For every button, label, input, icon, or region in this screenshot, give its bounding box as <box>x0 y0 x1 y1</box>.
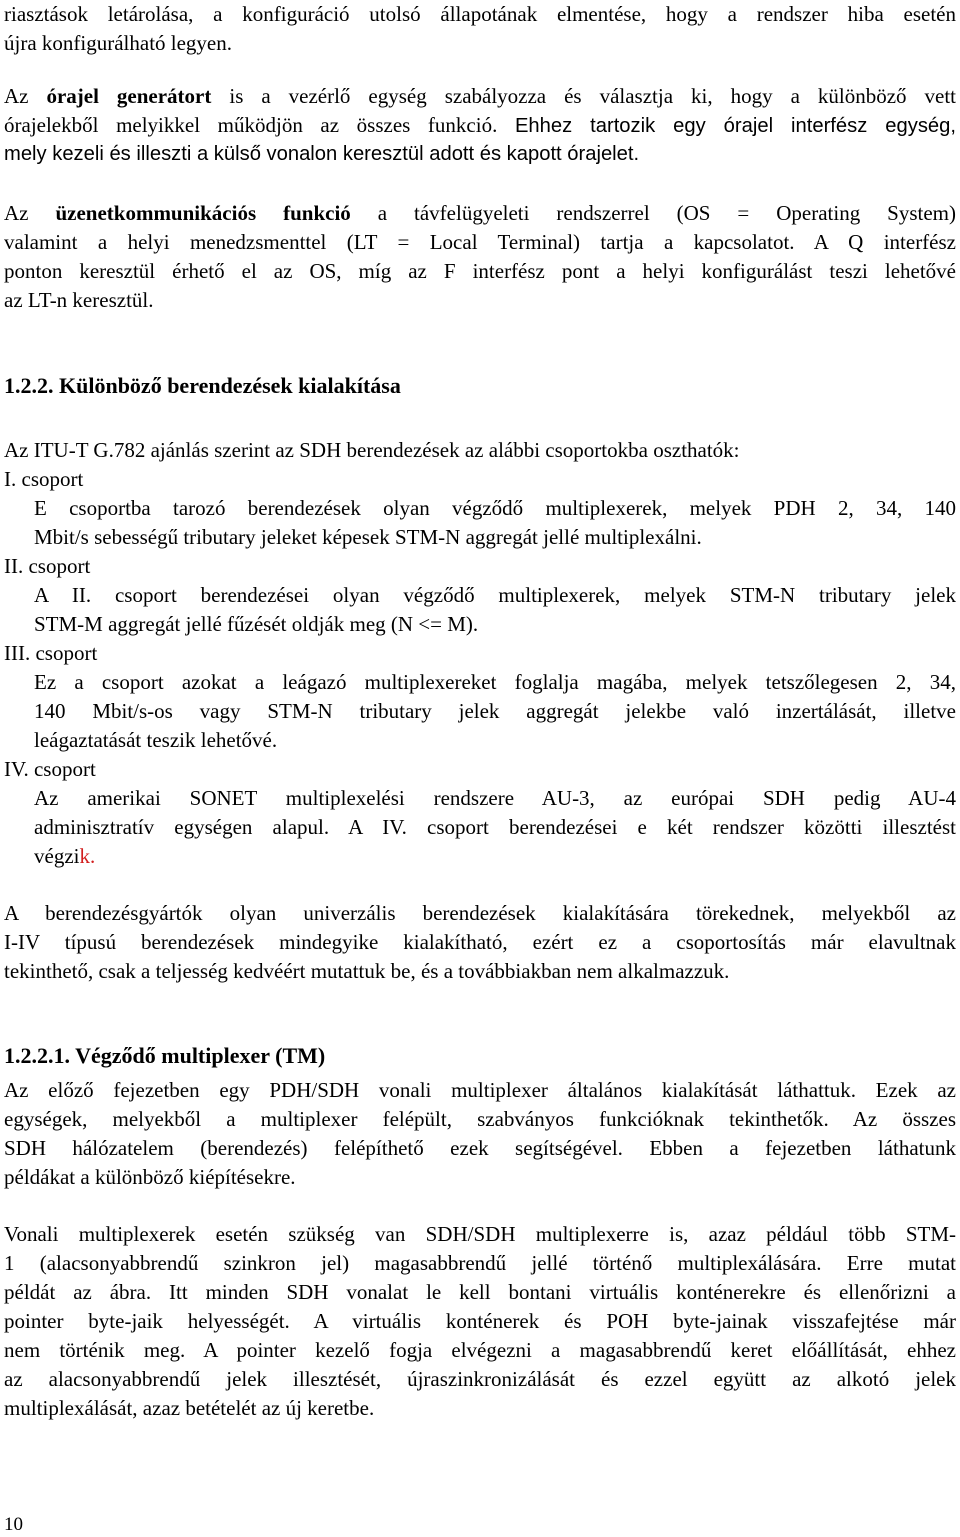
paragraph-line: az LT-n keresztül. <box>4 288 154 312</box>
bold-term: órajel generátort <box>46 84 212 108</box>
paragraph-line: valamint a helyi menedzsmenttel (LT = Local Terminal) tartja a kapcsolatot. A Q interfész <box>4 230 956 254</box>
paragraph-line: nem történik meg. A pointer kezelő fogja elvégezni a magasabbrendű keret előállítását, ehhez <box>4 1338 956 1362</box>
bold-term: üzenetkommunikációs funkció <box>55 201 351 225</box>
paragraph-line: mely kezeli és illeszti a külső vonalon keresztül adott és kapott órajelet. <box>4 143 640 165</box>
text-run: órajelekből melyikkel működjön az összes funkció. <box>4 113 515 137</box>
group-line: Az amerikai SONET multiplexelési rendszere AU-3, az európai SDH pedig AU-4 <box>34 786 956 810</box>
page-number: 10 <box>4 1514 23 1535</box>
paragraph-line: újra konfigurálható legyen. <box>4 31 233 55</box>
paragraph-line <box>4 82 956 111</box>
paragraph-line: multiplexálását, azaz betételét az új keretbe. <box>4 1396 375 1420</box>
group-line: E csoportba tarozó berendezések olyan végződő multiplexerek, melyek PDH 2, 34, 140 <box>34 496 956 520</box>
text-run: Az <box>4 201 56 225</box>
text-run: Ehhez tartozik egy órajel interfész egység, <box>514 115 956 137</box>
group-title: IV. csoport <box>4 757 96 781</box>
paragraph-line: 1 (alacsonyabbrendű szinkron jel) magasabbrendű jellé történő multiplexálására. Erre mutat <box>4 1251 956 1275</box>
paragraph-line <box>4 199 956 228</box>
group-title: II. csoport <box>4 554 91 578</box>
red-text-run: k. <box>79 844 96 868</box>
paragraph-line: az alacsonyabbrendű jelek illesztését, újraszinkronizálását és ezzel együtt az alkotó jelek <box>4 1367 956 1391</box>
group-line: A II. csoport berendezései olyan végződő multiplexerek, melyek STM-N tributary jelek <box>34 583 956 607</box>
paragraph-line: Az előző fejezetben egy PDH/SDH vonali multiplexer általános kialakítását láthattuk. Ezek az <box>4 1078 956 1102</box>
group-title: III. csoport <box>4 641 98 665</box>
group-line <box>34 842 956 871</box>
text-run: Az <box>4 84 47 108</box>
text-run: végzi <box>34 844 80 868</box>
group-line: STM-M aggregát jellé fűzését oldják meg (N <= M). <box>34 612 479 636</box>
group-line: Mbit/s sebességű tributary jeleket képesek STM-N aggregát jellé multiplexálni. <box>34 525 702 549</box>
paragraph-line: pointer byte-jaik helyességét. A virtuális konténerek és POH byte-jainak visszafejtése már <box>4 1309 956 1333</box>
paragraph-line: Az ITU-T G.782 ajánlás szerint az SDH berendezések az alábbi csoportokba oszthatók: <box>4 438 740 462</box>
group-line: 140 Mbit/s-os vagy STM-N tributary jelek aggregát jelekbe való inzertálását, illetve <box>34 699 956 723</box>
subsection-heading: 1.2.2.1. Végződő multiplexer (TM) <box>4 1043 326 1068</box>
paragraph-line <box>4 111 956 140</box>
group-title: I. csoport <box>4 467 84 491</box>
paragraph-line: A berendezésgyártók olyan univerzális berendezések kialakítására törekednek, melyekből az <box>4 901 956 925</box>
paragraph-line: Vonali multiplexerek esetén szükség van SDH/SDH multiplexerre is, azaz például több STM- <box>4 1222 956 1246</box>
paragraph-line: egységek, melyekből a multiplexer felépült, szabványos funkcióknak tekinthetők. Az összes <box>4 1107 956 1131</box>
group-line: adminisztratív egységen alapul. A IV. csoport berendezései e két rendszer közötti illesztést <box>34 815 956 839</box>
section-heading: 1.2.2. Különböző berendezések kialakítása <box>4 373 401 398</box>
paragraph-line: példát az ábra. Itt minden SDH vonalat le kell bontani virtuális konténerekre és ellenőrizni a <box>4 1280 956 1304</box>
text-run: is a vezérlő egység szabályozza és választja ki, hogy a különböző vett <box>211 84 956 108</box>
group-line: leágaztatását teszik lehetővé. <box>34 728 278 752</box>
paragraph-line: SDH hálózatelem (berendezés) felépíthető ezek segítségével. Ebben a fejezetben láthatunk <box>4 1136 956 1160</box>
paragraph-line: példákat a különböző kiépítésekre. <box>4 1165 296 1189</box>
paragraph-line: ponton keresztül érhető el az OS, míg az F interfész pont a helyi konfigurálást teszi lehetővé <box>4 259 956 283</box>
paragraph-line: tekinthető, csak a teljesség kedvéért mutattuk be, és a továbbiakban nem alkalmazzuk. <box>4 959 730 983</box>
paragraph-line: I-IV típusú berendezések mindegyike kialakítható, ezért ez a csoportosítás már elavultnak <box>4 930 956 954</box>
paragraph-line: riasztások letárolása, a konfiguráció utolsó állapotának elmentése, hogy a rendszer hiba esetén <box>4 2 956 26</box>
text-run: a távfelügyeleti rendszerrel (OS = Operating System) <box>350 201 956 225</box>
group-line: Ez a csoport azokat a leágazó multiplexereket foglalja magába, melyek tetszőlegesen 2, 34, <box>34 670 956 694</box>
